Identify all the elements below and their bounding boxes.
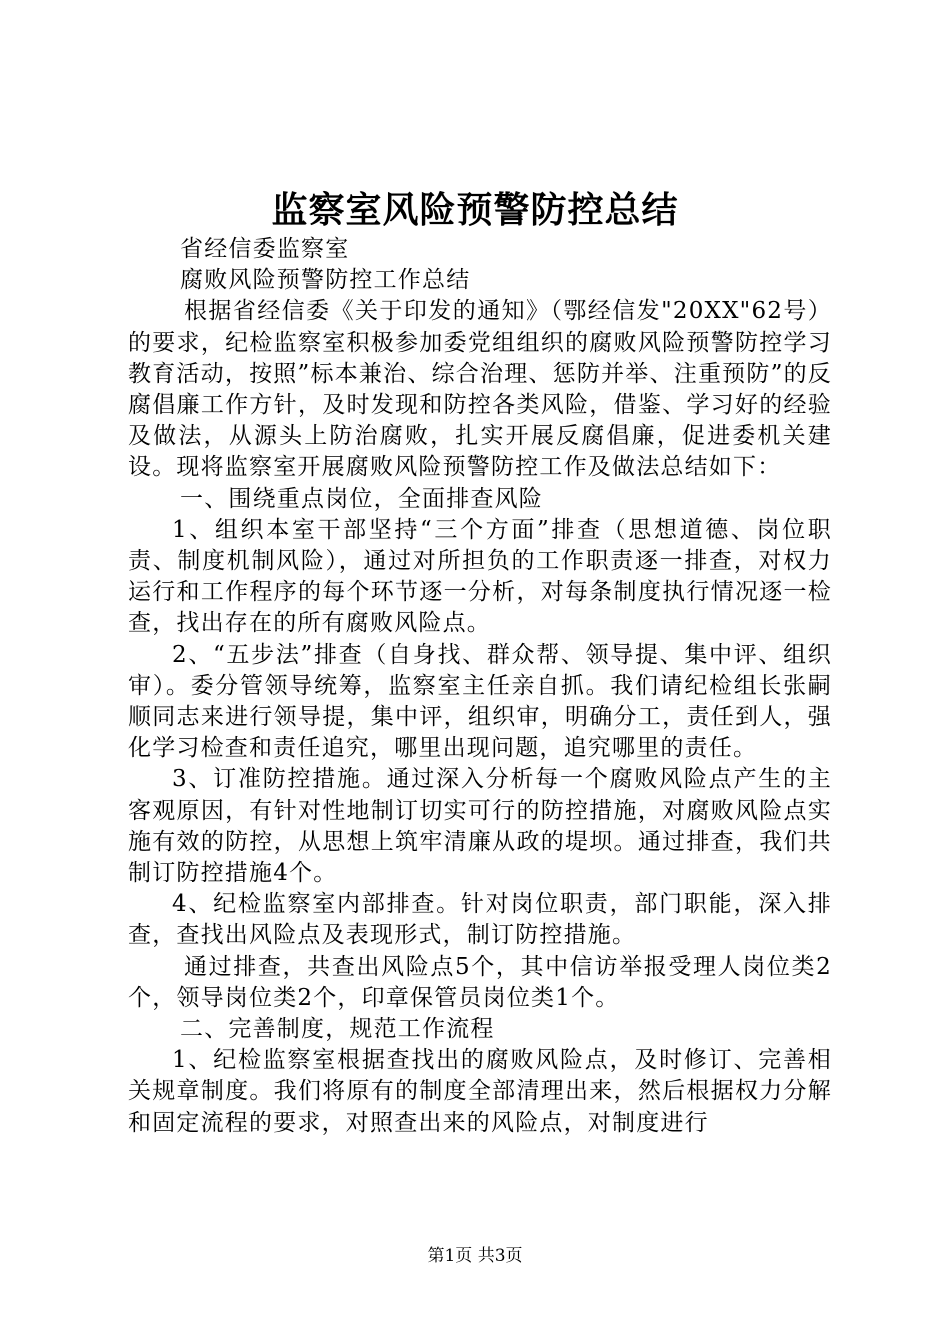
paragraph-item-4: 4、纪检监察室内部排查。针对岗位职责，部门职能，深入排查，查找出风险点及表现形式，制订防控措施。 <box>128 891 832 949</box>
page-footer: 第1页 共3页 <box>427 1246 523 1266</box>
section-heading-1: 一、围绕重点岗位，全面排查风险 <box>180 485 543 512</box>
paragraph-item-2: 2、“五步法”排查（自身找、群众帮、领导提、集中评、组织审）。委分管领导统筹，监察室主任亲自抓。我们请纪检组长张嗣顺同志来进行领导提，集中评，组织审，明确分工，责任到人，强化学习检查和责任追究，哪里出现问题，追究哪里的责任。 <box>128 641 832 762</box>
document-body <box>128 234 832 1139</box>
paragraph-section2-item-1: 1、纪检监察室根据查找出的腐败风险点，及时修订、完善相关规章制度。我们将原有的制度全部清理出来，然后根据权力分解和固定流程的要求，对照查出来的风险点，对制度进行 <box>128 1047 832 1136</box>
paragraph-item-3: 3、订准防控措施。通过深入分析每一个腐败风险点产生的主客观原因，有针对性地制订切实可行的防控措施，对腐败风险点实施有效的防控，从思想上筑牢清廉从政的堤坝。通过排查，我们共制订防控措施4个。 <box>128 766 832 887</box>
section-heading-2: 二、完善制度，规范工作流程 <box>180 1016 495 1043</box>
paragraph-subtitle: 腐败风险预警防控工作总结 <box>180 267 471 294</box>
document-title: 监察室风险预警防控总结 <box>271 189 679 231</box>
paragraph-intro: 根据省经信委《关于印发的通知》（鄂经信发"20XX"62号）的要求，纪检监察室积极参加委党组组织的腐败风险预警防控学习教育活动，按照”标本兼治、综合治理、惩防并举、注重预防”的反腐倡廉工作方针，及时发现和防控各类风险，借鉴、学习好的经验及做法，从源头上防治腐败，扎实开展反腐倡廉，促进委机关建设。现将监察室开展腐败风险预警防控工作及做法总结如下： <box>128 298 832 481</box>
paragraph-summary: 通过排查，共查出风险点5个，其中信访举报受理人岗位类2个，领导岗位类2个，印章保管员岗位类1个。 <box>128 953 832 1011</box>
paragraph-item-1: 1、组织本室干部坚持“三个方面”排查（思想道德、岗位职责、制度机制风险），通过对所担负的工作职责逐一排查，对权力运行和工作程序的每个环节逐一分析，对每条制度执行情况逐一检查，找出存在的所有腐败风险点。 <box>128 516 832 637</box>
paragraph-organization: 省经信委监察室 <box>180 236 350 262</box>
